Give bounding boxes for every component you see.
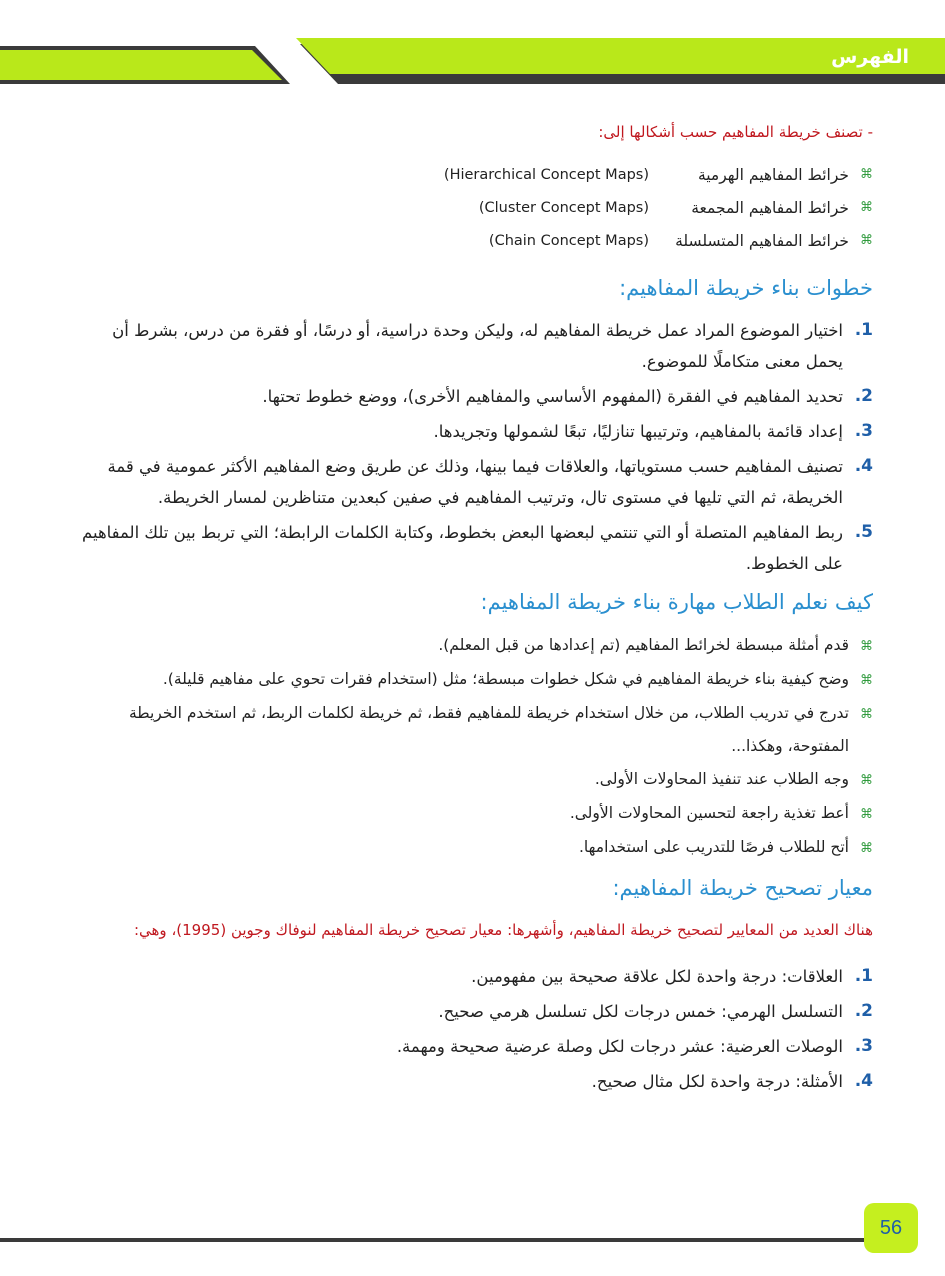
list-item [73, 1029, 873, 1064]
criterion-text: التسلسل الهرمي: خمس درجات لكل تسلسل هرمي صحيح. [438, 1002, 843, 1021]
step-number: 4. [854, 456, 873, 476]
list-item [73, 797, 873, 831]
criterion-number: 1. [854, 966, 873, 986]
step-text: تصنيف المفاهيم حسب مستوياتها، والعلاقات فيما بينها، وذلك عن طريق وضع المفاهيم الأكثر عمومية في قمة الخريطة، ثم التي تليها في مستوى تال، وترتيب المفاهيم في صفين كبعدين متناظرين لمسار الخريطة. [107, 457, 843, 507]
list-item [73, 994, 873, 1029]
step-text: تحديد المفاهيم في الفقرة (المفهوم الأساسي والمفاهيم الأخرى)، ووضع خطوط تحتها. [262, 387, 843, 406]
criterion-number: 2. [854, 1001, 873, 1021]
type-name-en: (Hierarchical Concept Maps) [443, 166, 649, 183]
list-item [73, 158, 873, 191]
criterion-number: 4. [854, 1071, 873, 1091]
bullet-icon: ⌘ [860, 639, 873, 654]
steps-heading: خطوات بناء خريطة المفاهيم: [619, 276, 873, 300]
teaching-list [73, 629, 873, 865]
list-item [73, 959, 873, 994]
step-number: 1. [854, 320, 873, 340]
step-text: ربط المفاهيم المتصلة أو التي تنتمي لبعضها البعض بخطوط، وكتابة الكلمات الرابطة؛ التي تربط بين تلك المفاهيم على الخطوط. [81, 523, 843, 573]
steps-list [73, 315, 873, 579]
page-number: 56 [864, 1203, 918, 1253]
type-name-ar: خرائط المفاهيم الهرمية [697, 165, 849, 184]
teaching-text: وضح كيفية بناء خريطة المفاهيم في شكل خطوات مبسطة؛ مثل (استخدام فقرات تحوي على مفاهيم قليلة). [162, 670, 849, 688]
criterion-text: العلاقات: درجة واحدة لكل علاقة صحيحة بين مفهومين. [471, 967, 843, 986]
header-band [0, 0, 945, 100]
bullet-icon: ⌘ [860, 773, 873, 788]
list-item [73, 191, 873, 224]
step-text: اختيار الموضوع المراد عمل خريطة المفاهيم له، وليكن وحدة دراسية، أو درسًا، أو فقرة من درس، بشرط أن يحمل معنى متكاملًا للموضوع. [112, 321, 843, 371]
bullet-icon: ⌘ [860, 233, 873, 248]
teaching-text: قدم أمثلة مبسطة لخرائط المفاهيم (تم إعدادها من قبل المعلم). [438, 636, 849, 654]
list-item [73, 416, 873, 447]
list-item [73, 697, 873, 763]
header-shapes [0, 0, 945, 100]
list-item [73, 663, 873, 697]
type-name-en: (Chain Concept Maps) [488, 232, 649, 249]
type-name-ar: خرائط المفاهيم المجمعة [691, 198, 849, 217]
list-item [73, 1064, 873, 1099]
step-number: 3. [854, 421, 873, 441]
criterion-number: 3. [854, 1036, 873, 1056]
criteria-note: هناك العديد من المعايير لتصحيح خريطة المفاهيم، وأشهرها: معيار تصحيح خريطة المفاهيم لنوفاك وجوين (1995)، وهي: [133, 921, 873, 939]
step-number: 2. [854, 386, 873, 406]
concept-map-types-list [73, 158, 873, 257]
teaching-text: تدرج في تدريب الطلاب، من خلال استخدام خريطة للمفاهيم فقط، ثم خريطة لكلمات الربط، ثم استخدم الخريطة المفتوحة، وهكذا... [128, 704, 849, 755]
bullet-icon: ⌘ [860, 167, 873, 182]
list-item [73, 451, 873, 513]
bullet-icon: ⌘ [860, 673, 873, 688]
list-item [73, 381, 873, 412]
step-text: إعداد قائمة بالمفاهيم، وترتيبها تنازليًا، تبعًا لشمولها وتجريدها. [433, 422, 843, 441]
type-name-ar: خرائط المفاهيم المتسلسلة [675, 231, 849, 250]
criterion-text: الوصلات العرضية: عشر درجات لكل وصلة عرضية صحيحة ومهمة. [396, 1037, 843, 1056]
criterion-text: الأمثلة: درجة واحدة لكل مثال صحيح. [591, 1072, 843, 1091]
list-item [73, 831, 873, 865]
list-item [73, 315, 873, 377]
list-item [73, 517, 873, 579]
footer-line [0, 1238, 870, 1242]
list-item [73, 224, 873, 257]
teaching-text: أتح للطلاب فرصًا للتدريب على استخدامها. [578, 838, 849, 856]
teaching-text: وجه الطلاب عند تنفيذ المحاولات الأولى. [594, 770, 849, 788]
criteria-heading: معيار تصحيح خريطة المفاهيم: [612, 876, 873, 900]
header-title: الفهرس [831, 46, 909, 68]
list-item [73, 629, 873, 663]
page-content [73, 118, 873, 1099]
bullet-icon: ⌘ [860, 841, 873, 856]
list-item [73, 763, 873, 797]
teaching-text: أعط تغذية راجعة لتحسين المحاولات الأولى. [569, 804, 849, 822]
bullet-icon: ⌘ [860, 200, 873, 215]
teaching-heading: كيف نعلم الطلاب مهارة بناء خريطة المفاهيم: [480, 590, 873, 614]
step-number: 5. [854, 522, 873, 542]
bullet-icon: ⌘ [860, 707, 873, 722]
bullet-icon: ⌘ [860, 807, 873, 822]
criteria-list [73, 959, 873, 1099]
types-intro: - تصنف خريطة المفاهيم حسب أشكالها إلى: [598, 123, 873, 141]
type-name-en: (Cluster Concept Maps) [478, 199, 649, 216]
